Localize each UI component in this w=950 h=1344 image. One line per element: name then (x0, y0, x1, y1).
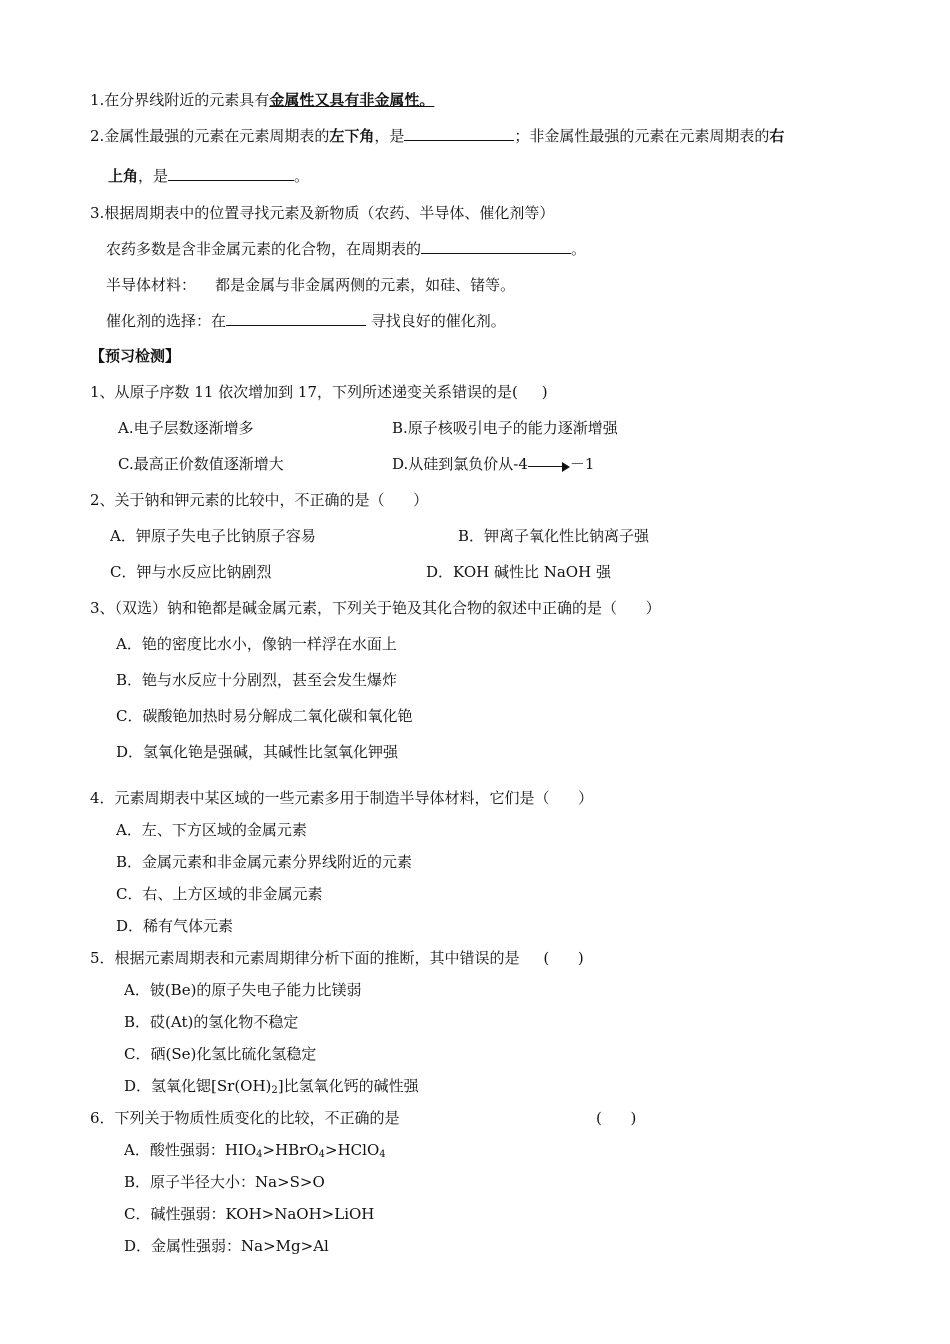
q1-option-c[interactable]: C.最高正价数值逐渐增大 (118, 455, 284, 473)
q4-stem: 4．元素周期表中某区域的一些元素多用于制造半导体材料，它们是（ ） (90, 789, 594, 807)
q6-stem: 6．下列关于物质性质变化的比较，不正确的是 (90, 1109, 400, 1127)
intro-line-2-emphasis-right: 右 (769, 127, 785, 145)
q3-option-d[interactable]: D．氢氧化铯是强碱，其碱性比氢氧化钾强 (116, 743, 399, 761)
intro-line-2-text: 2.金属性最强的元素在元素周期表的 (90, 127, 330, 145)
q6-option-c[interactable]: C．碱性强弱：KOH>NaOH>LiOH (124, 1205, 375, 1223)
q3-option-c[interactable]: C．碳酸铯加热时易分解成二氧化碳和氧化铯 (116, 707, 413, 725)
intro-line-3-emphasis: 上角 (108, 167, 139, 185)
q5-stem: 5．根据元素周期表和元素周期律分析下面的推断，其中错误的是 ( ) (90, 949, 584, 967)
q3-stem: 3、（双选）钠和铯都是碱金属元素，下列关于铯及其化合物的叙述中正确的是（ ） (90, 599, 661, 617)
q5-option-d-end: ]比氢氧化钙的碱性强 (277, 1077, 419, 1095)
q6-option-a[interactable] (124, 1140, 386, 1165)
q6-sub-1: 4 (256, 1149, 263, 1160)
q2-stem: 2、关于钠和钾元素的比较中，不正确的是（ ） (90, 491, 429, 509)
intro-line-2-mid2: ；非金属性最强的元素在元素周期表的 (514, 127, 770, 145)
q1-option-b[interactable]: B.原子核吸引电子的能力逐渐增强 (392, 419, 618, 437)
intro-line-1-emphasis: 金属性又具有非金属性。 (269, 91, 435, 109)
q4-option-a[interactable]: A．左、下方区域的金属元素 (116, 821, 307, 839)
fill-blank-2[interactable] (168, 166, 294, 181)
q1-option-d[interactable] (392, 454, 594, 474)
right-arrow-icon (528, 460, 570, 470)
q5-option-d[interactable] (124, 1076, 419, 1101)
q1-option-d-end: －1 (569, 455, 595, 473)
q6-option-a-mid1: >HBrO (262, 1141, 319, 1159)
intro-line-2-emphasis-left: 左下角 (329, 127, 375, 145)
q1-option-d-text: D.从硅到氯负价从-4 (392, 455, 528, 473)
intro-line-1-text: 1.在分界线附近的元素具有 (90, 91, 270, 109)
fill-blank-1[interactable] (404, 126, 514, 141)
q6-sub-2: 4 (318, 1149, 326, 1160)
q2-option-b[interactable]: B．钾离子氧化性比钠离子强 (458, 527, 650, 545)
intro-line-6: 半导体材料： 都是金属与非金属两侧的元素，如硅、锗等。 (106, 276, 516, 294)
q4-option-b[interactable]: B．金属元素和非金属元素分界线附近的元素 (116, 853, 413, 871)
intro-line-3-end: 。 (294, 167, 310, 185)
q2-option-a[interactable]: A．钾原子失电子比钠原子容易 (110, 527, 316, 545)
intro-line-2-mid: ，是 (374, 127, 405, 145)
intro-line-3-mid: ，是 (138, 167, 169, 185)
q2-option-d[interactable]: D．KOH 碱性比 NaOH 强 (426, 563, 611, 581)
intro-line-2 (90, 126, 784, 146)
fill-blank-4[interactable] (226, 311, 366, 326)
q6-option-a-mid2: >HClO (325, 1141, 380, 1159)
intro-line-5-text: 农药多数是含非金属元素的化合物，在周期表的 (106, 240, 422, 258)
q6-option-a-text: A．酸性强弱：HIO (124, 1141, 257, 1159)
q1-stem: 1、从原子序数 11 依次增加到 17，下列所述递变关系错误的是( ) (90, 383, 548, 401)
section-title: 【预习检测】 (90, 347, 181, 365)
intro-line-1 (90, 90, 434, 110)
intro-line-7-text: 催化剂的选择：在 (106, 312, 227, 330)
intro-line-3 (108, 166, 309, 186)
q4-option-d[interactable]: D．稀有气体元素 (116, 917, 234, 935)
fill-blank-3[interactable] (421, 239, 571, 254)
q3-option-b[interactable]: B．铯与水反应十分剧烈，甚至会发生爆炸 (116, 671, 398, 689)
q5-option-a[interactable]: A．铍(Be)的原子失电子能力比镁弱 (124, 981, 362, 999)
q5-option-d-text: D．氢氧化锶[Sr(OH) (124, 1077, 272, 1095)
q4-option-c[interactable]: C．右、上方区域的非金属元素 (116, 885, 323, 903)
intro-line-4: 3.根据周期表中的位置寻找元素及新物质（农药、半导体、催化剂等） (90, 204, 555, 222)
intro-line-5-end: 。 (571, 240, 587, 258)
intro-line-5 (106, 239, 586, 259)
q6-sub-3: 4 (379, 1149, 386, 1160)
q5-option-d-subscript: 2 (271, 1085, 278, 1096)
q5-option-b[interactable]: B．砹(At)的氢化物不稳定 (124, 1013, 299, 1031)
q6-answer-paren[interactable]: ( ) (596, 1109, 637, 1127)
q5-option-c[interactable]: C．硒(Se)化氢比硫化氢稳定 (124, 1045, 317, 1063)
q1-option-a[interactable]: A.电子层数逐渐增多 (118, 419, 254, 437)
intro-line-7-end: 寻找良好的催化剂。 (366, 312, 506, 330)
q6-option-d[interactable]: D．金属性强弱：Na>Mg>Al (124, 1237, 329, 1255)
q2-option-c[interactable]: C．钾与水反应比钠剧烈 (110, 563, 272, 581)
q3-option-a[interactable]: A．铯的密度比水小，像钠一样浮在水面上 (116, 635, 397, 653)
intro-line-7 (106, 311, 506, 331)
q6-option-b[interactable]: B．原子半径大小：Na>S>O (124, 1173, 325, 1191)
